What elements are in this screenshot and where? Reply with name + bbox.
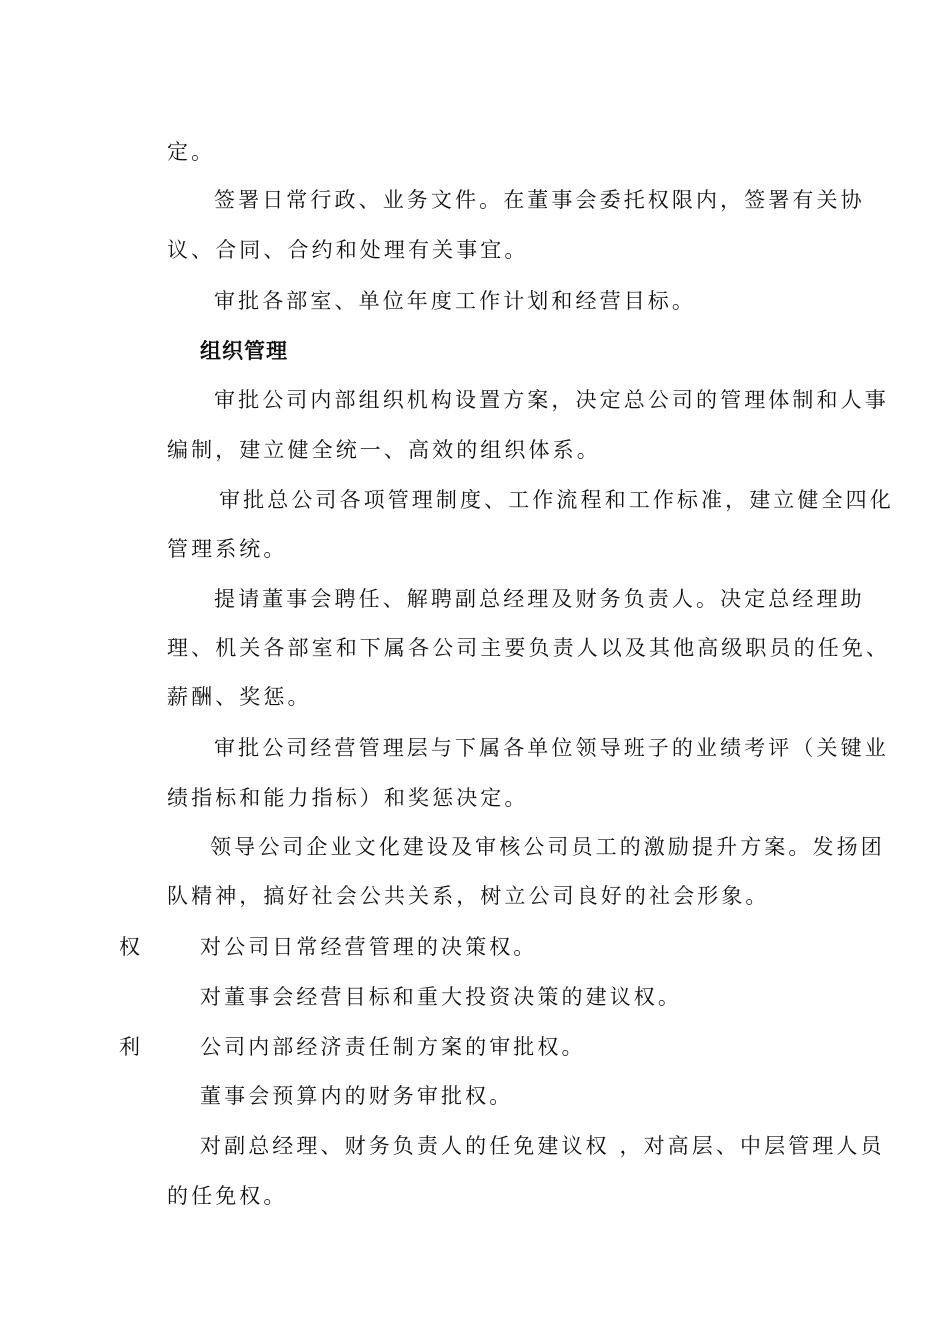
text-line: 议、合同、合约和处理有关事宜。 — [167, 238, 529, 262]
text-line: 对副总经理、财务负责人的任免建议权 ，对高层、中层管理人员 — [200, 1134, 885, 1158]
text-line: 审批总公司各项管理制度、工作流程和工作标准，建立健全四化 — [219, 488, 894, 512]
text-line: 管理系统。 — [167, 537, 288, 561]
text-line: 董事会预算内的财务审批权。 — [200, 1084, 514, 1108]
text-line: 对董事会经营目标和重大投资决策的建议权。 — [200, 985, 682, 1009]
text-line: 公司内部经济责任制方案的审批权。 — [200, 1035, 586, 1059]
text-line: 签署日常行政、业务文件。在董事会委托权限内，签署有关协 — [214, 188, 865, 212]
text-line: 对公司日常经营管理的决策权。 — [200, 935, 538, 959]
text-line: 审批公司内部组织机构设置方案，决定总公司的管理体制和人事 — [214, 388, 889, 412]
text-line: 编制，建立健全统一、高效的组织体系。 — [167, 438, 601, 462]
text-line: 审批各部室、单位年度工作计划和经营目标。 — [214, 289, 696, 313]
text-line: 绩指标和能力指标）和奖惩决定。 — [167, 786, 529, 810]
text-line: 提请董事会聘任、解聘副总经理及财务负责人。决定总经理助 — [214, 587, 865, 611]
margin-label-char: 权 — [119, 935, 140, 959]
text-line: 队精神，搞好社会公共关系，树立公司良好的社会形象。 — [167, 884, 770, 908]
margin-label-char: 利 — [119, 1035, 140, 1059]
text-line: 定。 — [167, 140, 216, 164]
text-line: 薪酬、奖惩。 — [167, 685, 312, 709]
text-line: 领导公司企业文化建设及审核公司员工的激励提升方案。发扬团 — [210, 835, 885, 859]
text-line: 理、机关各部室和下属各公司主要负责人以及其他高级职员的任免、 — [167, 636, 890, 660]
text-line: 审批公司经营管理层与下属各单位领导班子的业绩考评（关键业 — [214, 736, 889, 760]
section-heading: 组织管理 — [200, 339, 288, 363]
text-line: 的任免权。 — [167, 1184, 288, 1208]
